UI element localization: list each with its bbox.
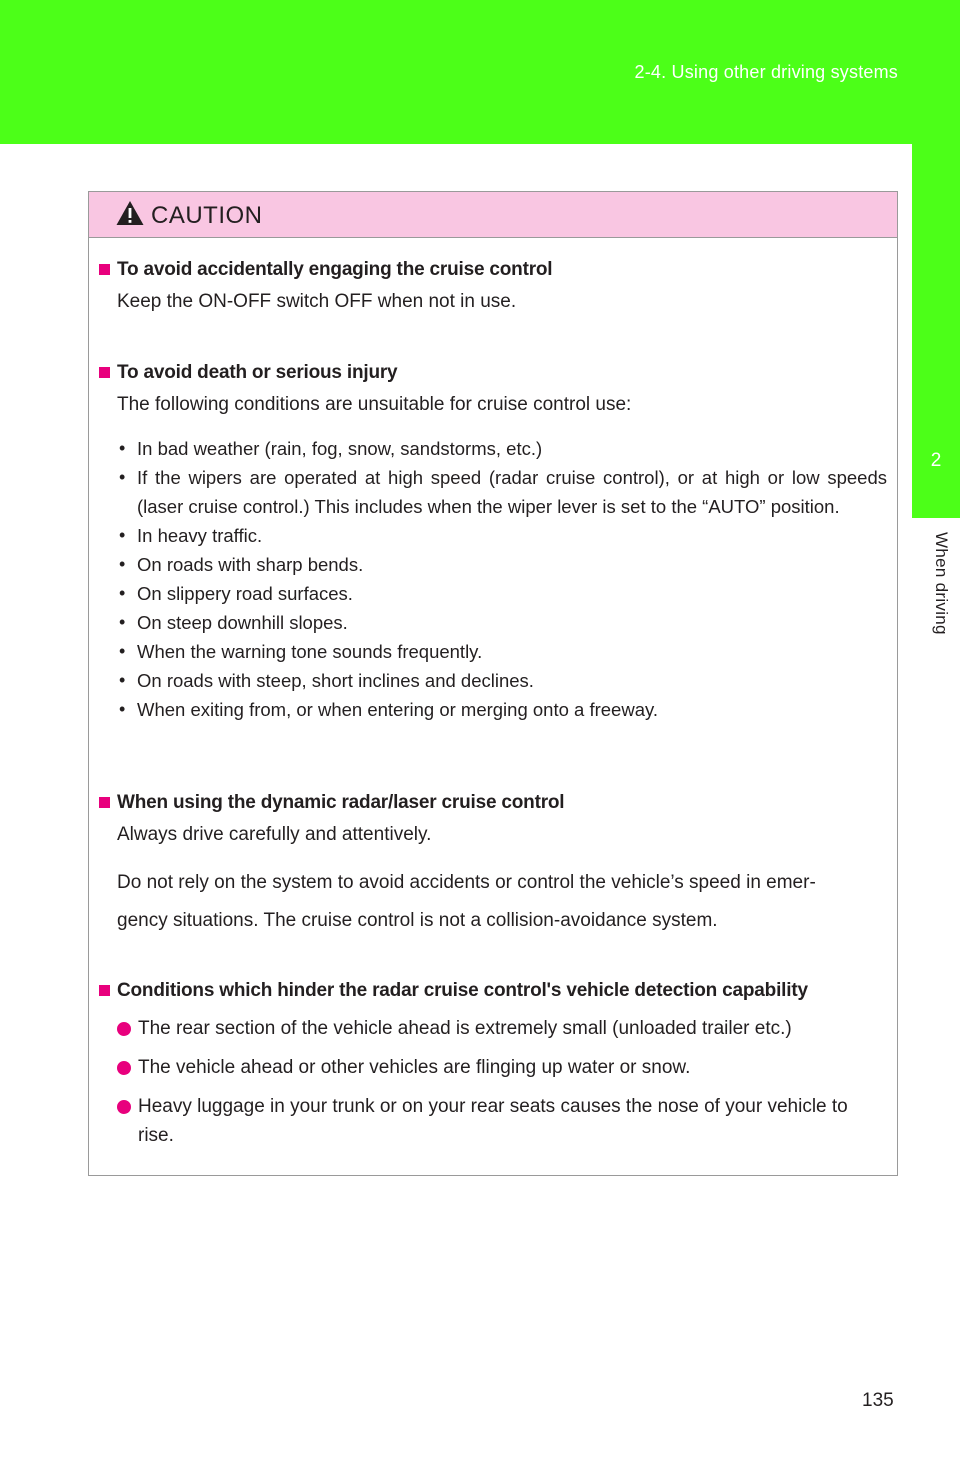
- list-item: • On steep downhill slopes.: [119, 612, 348, 633]
- section-text: Always drive carefully and attentively.: [117, 824, 432, 845]
- caution-title: CAUTION: [151, 202, 263, 229]
- section-text: Keep the ON-OFF switch OFF when not in use.: [117, 291, 517, 312]
- chapter-number: 2: [930, 450, 942, 471]
- page-number: 135: [862, 1390, 894, 1411]
- warning-triangle-icon: [115, 199, 145, 232]
- circle-bullet-icon: [117, 1022, 131, 1036]
- list-item: • If the wipers are operated at high speed (radar cruise control), or at high or low speeds (laser cruise control.) This includes when the wiper lever is set to the “AUTO” position.: [119, 467, 887, 517]
- section-title: 2-4. Using other driving systems: [634, 62, 898, 82]
- caution-box: [88, 191, 898, 1176]
- section-text: Do not rely on the system to avoid accidents or control the vehicle’s speed in emer-: [117, 872, 816, 893]
- chapter-tab: [912, 144, 960, 518]
- page-header: [0, 0, 960, 144]
- section-text: gency situations. The cruise control is not a collision-avoidance system.: [117, 910, 718, 931]
- section-text: The following conditions are unsuitable for cruise control use:: [117, 394, 632, 415]
- list-item: • On roads with steep, short inclines and declines.: [119, 670, 534, 691]
- caution-header: [89, 192, 897, 238]
- section-detection-conditions: [99, 978, 887, 1160]
- list-item: • On slippery road surfaces.: [119, 583, 353, 604]
- section-avoid-injury: [99, 360, 887, 724]
- conditions-list: [99, 434, 887, 724]
- circle-bullet-icon: [117, 1100, 131, 1114]
- circle-bullet-icon: [117, 1061, 131, 1075]
- square-bullet-icon: [99, 797, 110, 808]
- list-item: • When exiting from, or when entering or merging onto a freeway.: [119, 699, 658, 720]
- section-heading: To avoid accidentally engaging the cruise control: [99, 257, 887, 283]
- square-bullet-icon: [99, 264, 110, 275]
- list-item: • In bad weather (rain, fog, snow, sandstorms, etc.): [119, 438, 543, 459]
- section-heading: To avoid death or serious injury: [99, 360, 887, 386]
- list-item: • In heavy traffic.: [119, 525, 263, 546]
- list-item: • On roads with sharp bends.: [119, 554, 364, 575]
- section-heading: Conditions which hinder the radar cruise control's vehicle detection capability: [99, 978, 887, 1004]
- square-bullet-icon: [99, 985, 110, 996]
- chapter-label: When driving: [932, 532, 951, 635]
- list-item: The vehicle ahead or other vehicles are flinging up water or snow.: [117, 1053, 887, 1082]
- detection-list: [99, 1014, 887, 1150]
- square-bullet-icon: [99, 367, 110, 378]
- list-item: • When the warning tone sounds frequently.: [119, 641, 483, 662]
- list-item: Heavy luggage in your trunk or on your rear seats causes the nose of your vehicle to rise.: [117, 1092, 887, 1150]
- section-dynamic-cruise: [99, 790, 887, 940]
- section-avoid-engaging: [99, 257, 887, 321]
- section-heading: When using the dynamic radar/laser cruise control: [99, 790, 887, 816]
- list-item: The rear section of the vehicle ahead is extremely small (unloaded trailer etc.): [117, 1014, 887, 1043]
